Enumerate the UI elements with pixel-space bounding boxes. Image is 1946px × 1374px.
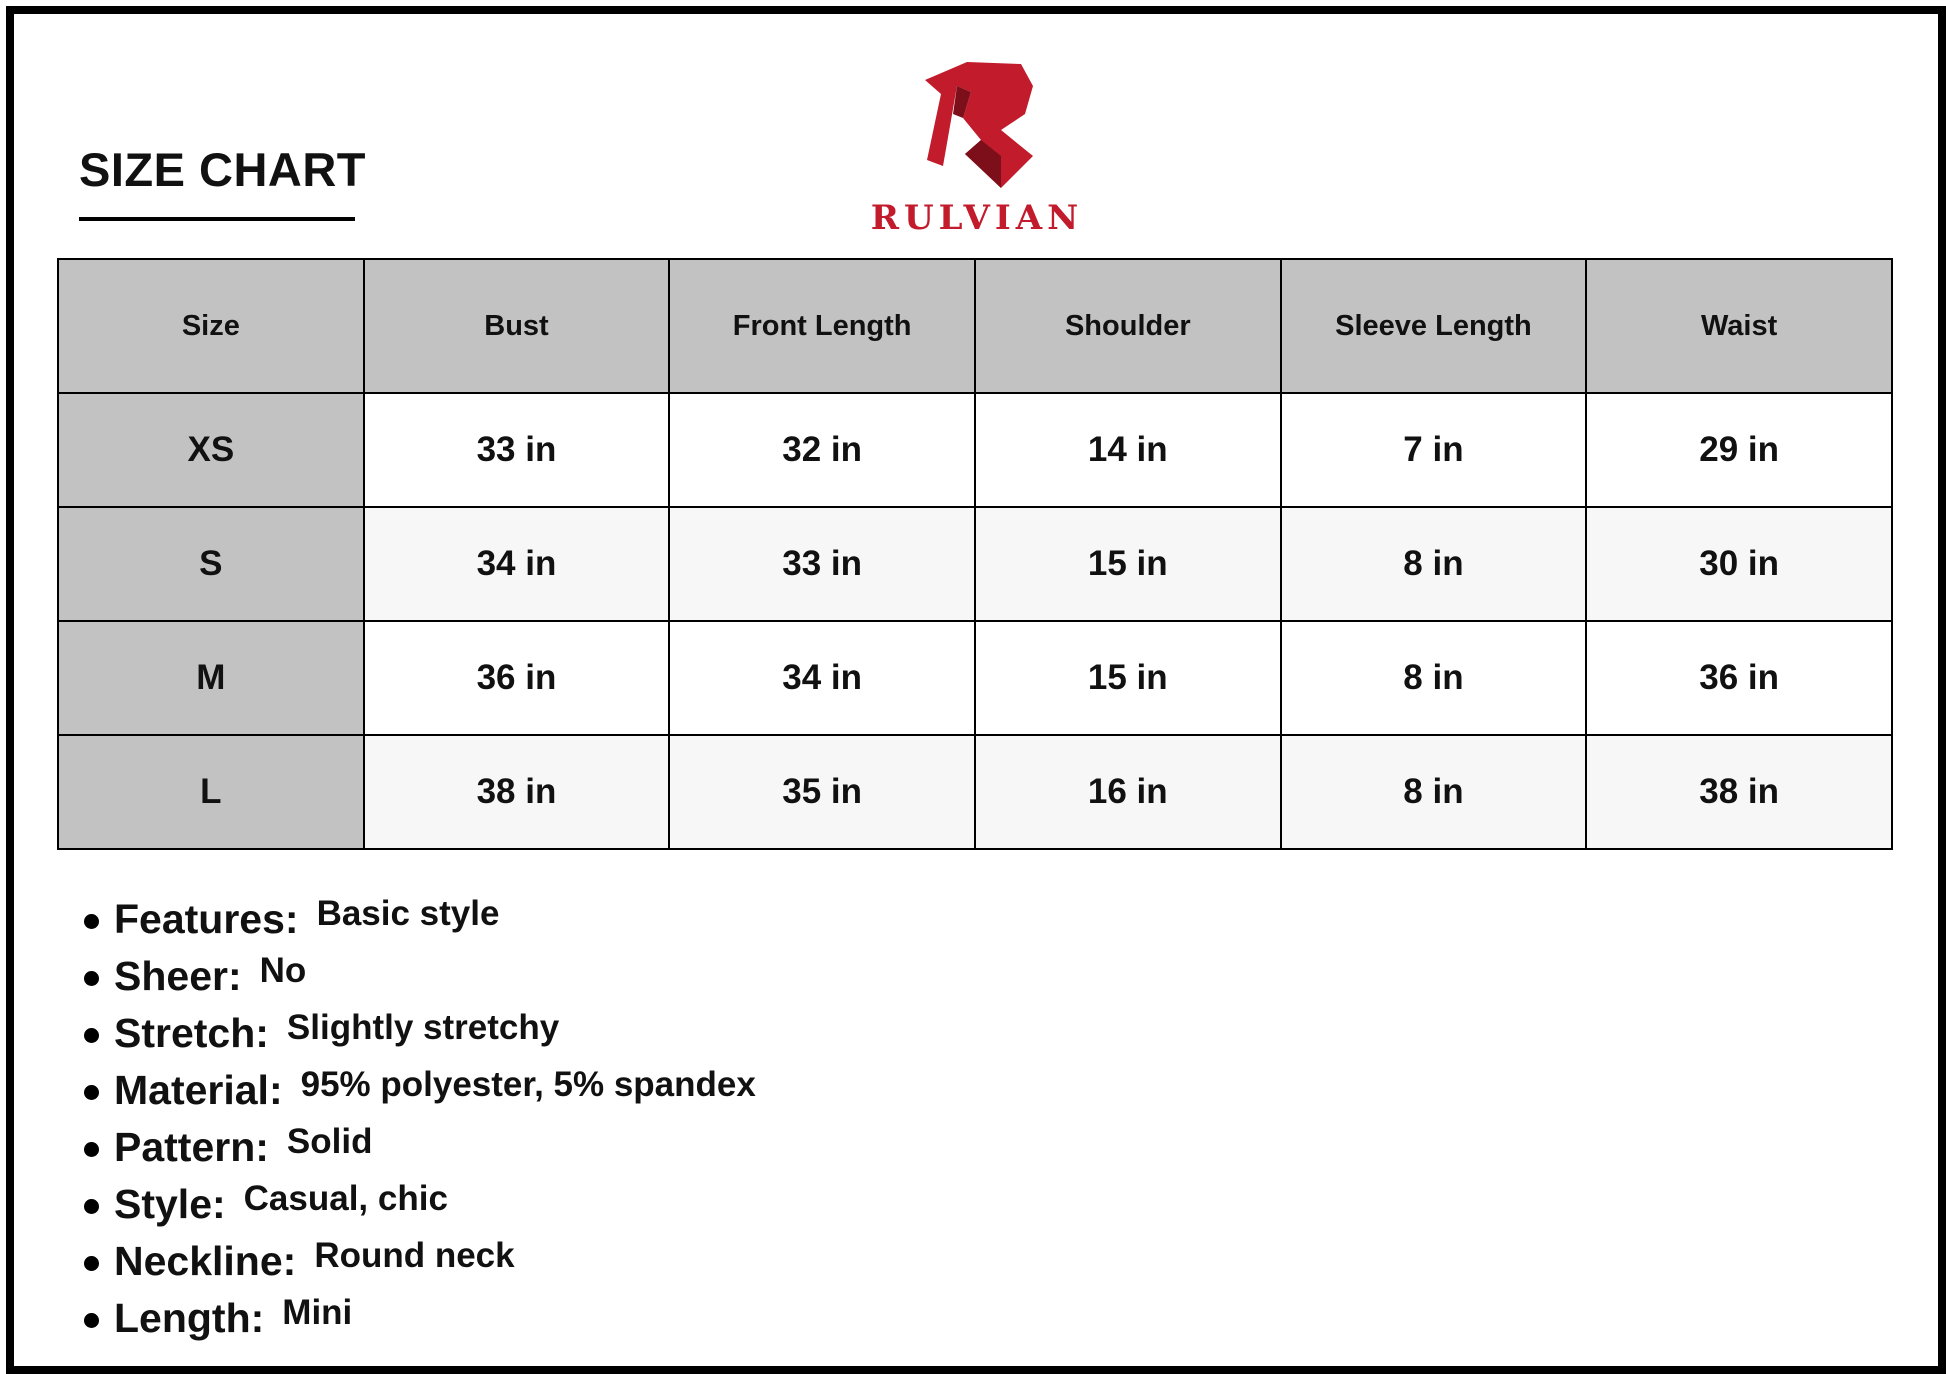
size-cell: XS (58, 393, 364, 507)
feature-label: Sheer: (114, 953, 242, 999)
table-cell: 15 in (975, 507, 1281, 621)
bullet-icon (84, 1256, 99, 1271)
column-header: Bust (364, 259, 670, 393)
feature-value: Round neck (314, 1236, 515, 1275)
table-cell: 14 in (975, 393, 1281, 507)
feature-value: Mini (282, 1293, 353, 1332)
table-cell: 30 in (1586, 507, 1892, 621)
bullet-icon (84, 914, 99, 929)
feature-value: Solid (286, 1122, 373, 1161)
feature-value: No (259, 951, 307, 990)
table-cell: 16 in (975, 735, 1281, 849)
list-item (84, 896, 756, 953)
table-cell: 35 in (669, 735, 975, 849)
table-cell: 33 in (364, 393, 670, 507)
title-underline (79, 217, 355, 221)
table-row (58, 621, 1892, 735)
column-header: Size (58, 259, 364, 393)
brand-name: RULVIAN (870, 198, 1084, 238)
page-title: SIZE CHART (79, 143, 366, 196)
bullet-icon (84, 1028, 99, 1043)
feature-value: Slightly stretchy (286, 1008, 560, 1047)
size-cell: S (58, 507, 364, 621)
bullet-icon (84, 971, 99, 986)
rulvian-r-logo-icon (917, 56, 1037, 196)
size-table (57, 258, 1893, 850)
bullet-icon (84, 1142, 99, 1157)
table-cell: 7 in (1281, 393, 1587, 507)
bullet-icon (84, 1313, 99, 1328)
list-item (84, 1295, 756, 1352)
feature-label: Neckline: (114, 1238, 297, 1284)
list-item (84, 1067, 756, 1124)
list-item (84, 1124, 756, 1181)
feature-label: Features: (114, 896, 299, 942)
bullet-icon (84, 1199, 99, 1214)
list-item (84, 1181, 756, 1238)
feature-value: Casual, chic (243, 1179, 448, 1218)
table-cell: 34 in (364, 507, 670, 621)
table-cell: 15 in (975, 621, 1281, 735)
table-cell: 8 in (1281, 507, 1587, 621)
bullet-icon (84, 1085, 99, 1100)
list-item (84, 1010, 756, 1067)
feature-value: 95% polyester, 5% spandex (300, 1065, 756, 1104)
table-cell: 34 in (669, 621, 975, 735)
size-cell: M (58, 621, 364, 735)
table-cell: 33 in (669, 507, 975, 621)
table-row (58, 507, 1892, 621)
table-cell: 36 in (1586, 621, 1892, 735)
table-cell: 8 in (1281, 735, 1587, 849)
table-cell: 8 in (1281, 621, 1587, 735)
table-cell: 38 in (1586, 735, 1892, 849)
list-item (84, 953, 756, 1010)
feature-list (84, 896, 756, 1352)
table-header-row (58, 259, 1892, 393)
column-header: Front Length (669, 259, 975, 393)
list-item (84, 1238, 756, 1295)
brand-logo (857, 56, 1097, 236)
feature-label: Pattern: (114, 1124, 269, 1170)
feature-label: Stretch: (114, 1010, 269, 1056)
table-row (58, 735, 1892, 849)
feature-label: Material: (114, 1067, 283, 1113)
table-cell: 38 in (364, 735, 670, 849)
table-cell: 29 in (1586, 393, 1892, 507)
table-row (58, 393, 1892, 507)
column-header: Waist (1586, 259, 1892, 393)
table-cell: 36 in (364, 621, 670, 735)
size-cell: L (58, 735, 364, 849)
column-header: Shoulder (975, 259, 1281, 393)
column-header: Sleeve Length (1281, 259, 1587, 393)
table-cell: 32 in (669, 393, 975, 507)
feature-value: Basic style (316, 894, 500, 933)
feature-label: Length: (114, 1295, 265, 1341)
feature-label: Style: (114, 1181, 226, 1227)
